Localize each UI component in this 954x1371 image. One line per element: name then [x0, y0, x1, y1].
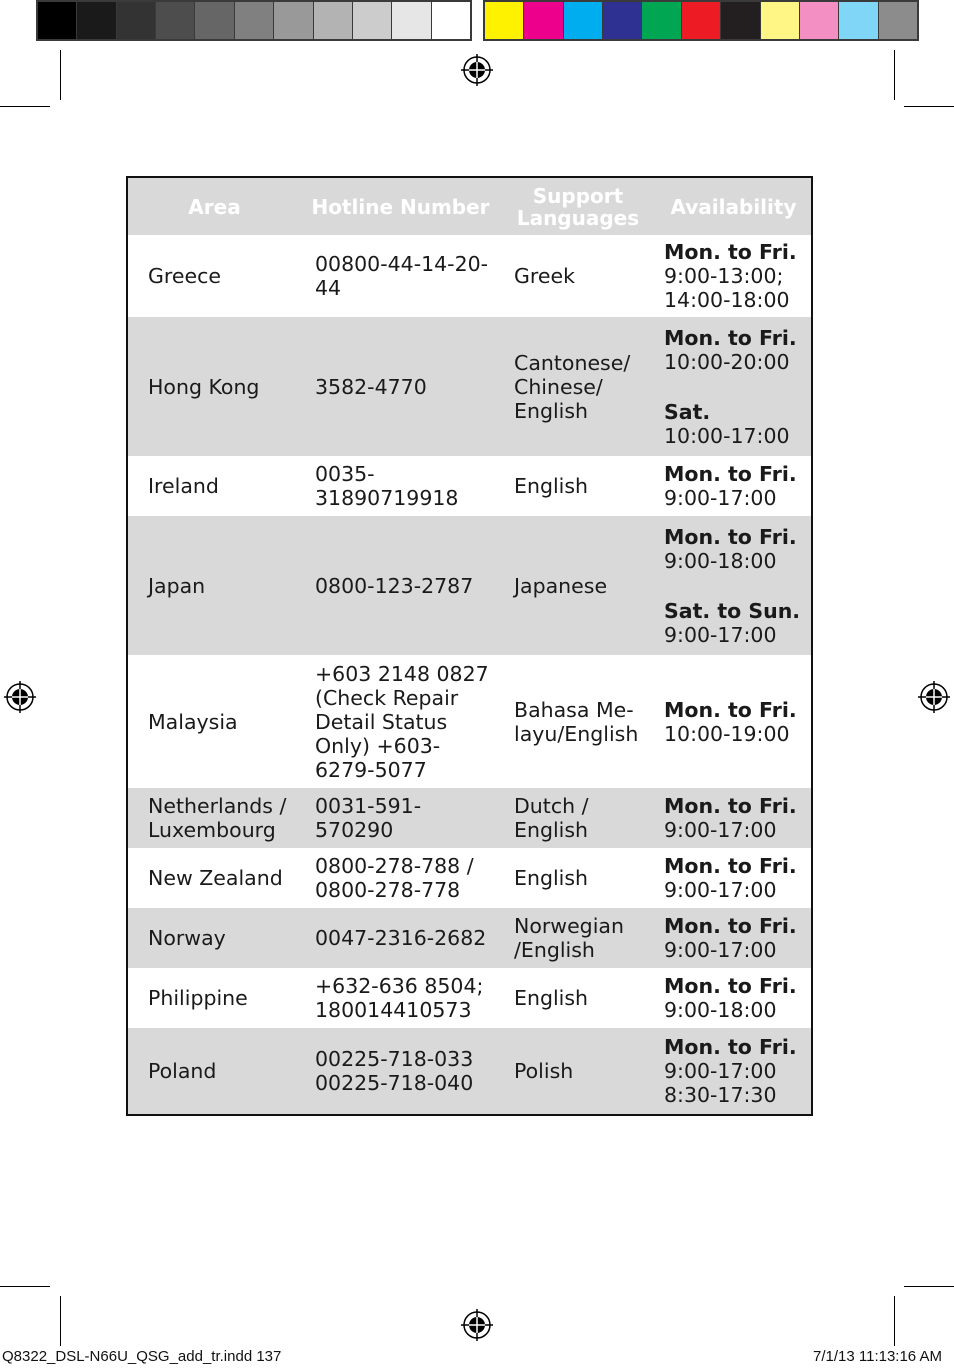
availability-days: Mon. to Fri.: [664, 325, 797, 350]
header-support-languages: Support Languages: [500, 178, 656, 235]
languages-cell: Greek: [514, 264, 575, 288]
languages-cell: Norwegian /English: [500, 908, 656, 968]
area-cell: Hong Kong: [128, 317, 301, 456]
availability-cell: [656, 235, 811, 317]
table-row: [128, 788, 811, 848]
availability-times: 9:00-17:00: [664, 818, 777, 842]
hotline-cell: 0047-2316-2682: [301, 908, 500, 968]
availability-times: 9:00-18:00: [664, 998, 777, 1022]
crop-mark: [0, 1286, 50, 1287]
color-swatch: [800, 2, 839, 39]
color-swatch: [77, 2, 116, 39]
color-swatch: [235, 2, 274, 39]
availability-cell: [656, 516, 811, 655]
table-row: [128, 655, 811, 788]
slot-gap: [664, 573, 807, 599]
availability-days: Mon. to Fri.: [664, 1035, 797, 1059]
availability-days: Sat.: [664, 399, 711, 424]
hotline-cell: 00225-718-033 00225-718-040: [301, 1028, 500, 1114]
availability-cell: [656, 968, 811, 1028]
table-row: [128, 317, 811, 456]
support-hotline-table: [126, 176, 813, 1116]
crop-mark: [0, 106, 50, 107]
availability-times: 9:00-13:00; 14:00-18:00: [664, 264, 790, 312]
table-header-row: [128, 178, 811, 235]
registration-mark-icon: [4, 681, 36, 713]
registration-mark-icon: [461, 54, 493, 86]
availability-cell: [656, 848, 811, 908]
color-swatch: [353, 2, 392, 39]
languages-cell: Japanese: [500, 516, 656, 655]
availability-days: Mon. to Fri.: [664, 914, 797, 938]
availability-times: 10:00-17:00: [664, 423, 790, 448]
color-swatch: [274, 2, 313, 39]
table-row: [128, 848, 811, 908]
availability-times: 9:00-17:00: [664, 938, 777, 962]
availability-times: 9:00-17:00: [664, 486, 777, 510]
table-row: [128, 456, 811, 516]
area-cell: Philippine: [148, 986, 248, 1010]
color-swatch: [392, 2, 431, 39]
hotline-cell: 3582-4770: [301, 317, 500, 456]
area-cell: Japan: [128, 516, 301, 655]
slot-gap: [664, 374, 807, 400]
availability-cell: [656, 317, 811, 456]
color-swatch: [314, 2, 353, 39]
header-hotline-number: Hotline Number: [301, 178, 500, 235]
color-swatch: [761, 2, 800, 39]
area-cell: New Zealand: [148, 866, 283, 890]
availability-days: Mon. to Fri.: [664, 524, 797, 549]
languages-cell: English: [514, 474, 589, 498]
process-color-bar: [483, 0, 919, 41]
hotline-cell: 0800-278-788 / 0800-278-778: [315, 854, 474, 902]
hotline-cell: 0035-31890719918: [315, 462, 459, 510]
hotline-cell: 0031-591-570290: [301, 788, 500, 848]
availability-cell: [656, 456, 811, 516]
languages-cell: Cantonese/ Chinese/ English: [500, 317, 656, 456]
color-swatch: [156, 2, 195, 39]
availability-cell: [656, 788, 811, 848]
area-cell: Norway: [128, 908, 301, 968]
availability-days: Mon. to Fri.: [664, 697, 797, 722]
color-swatch: [38, 2, 77, 39]
availability-days: Mon. to Fri.: [664, 974, 797, 998]
availability-cell: [656, 1028, 811, 1114]
footer-timestamp: 7/1/13 11:13:16 AM: [813, 1348, 942, 1365]
availability-times: 9:00-18:00: [664, 548, 777, 573]
color-swatch: [564, 2, 603, 39]
availability-days: Mon. to Fri.: [664, 462, 797, 486]
availability-times: 9:00-17:00: [664, 878, 777, 902]
hotline-cell: 00800-44-14-20-44: [315, 252, 489, 300]
languages-cell: English: [514, 866, 589, 890]
color-swatch: [682, 2, 721, 39]
hotline-cell: +632-636 8504; 180014410573: [315, 974, 484, 1022]
availability-times: 9:00-17:00: [664, 622, 777, 647]
header-area: Area: [128, 178, 301, 235]
availability-days: Mon. to Fri.: [664, 854, 797, 878]
crop-mark: [904, 1286, 954, 1287]
grayscale-color-bar: [36, 0, 472, 41]
crop-mark: [60, 50, 61, 100]
table-row: [128, 516, 811, 655]
color-swatch: [117, 2, 156, 39]
hotline-cell: +603 2148 0827 (Check Repair Detail Status Only) +603-6279-5077: [315, 661, 489, 782]
registration-mark-icon: [461, 1309, 493, 1341]
languages-cell: Bahasa Me-layu/English: [514, 697, 639, 746]
availability-days: Mon. to Fri.: [664, 240, 797, 264]
table-row: [128, 908, 811, 968]
availability-days: Sat. to Sun.: [664, 598, 801, 623]
table-row: [128, 1028, 811, 1114]
crop-mark: [894, 50, 895, 100]
header-availability: Availability: [656, 178, 811, 235]
availability-times: 9:00-17:00 8:30-17:30: [664, 1059, 777, 1107]
color-swatch: [642, 2, 681, 39]
languages-cell: Polish: [500, 1028, 656, 1114]
area-cell: Ireland: [148, 474, 219, 498]
color-swatch: [524, 2, 563, 39]
color-swatch: [839, 2, 878, 39]
availability-days: Mon. to Fri.: [664, 794, 797, 818]
area-cell: Malaysia: [148, 709, 238, 734]
crop-mark: [894, 1296, 895, 1346]
area-cell: Netherlands / Luxembourg: [128, 788, 301, 848]
color-swatch: [721, 2, 760, 39]
availability-cell: [656, 655, 811, 788]
area-cell: Poland: [128, 1028, 301, 1114]
footer-file-info: Q8322_DSL-N66U_QSG_add_tr.indd 137: [2, 1348, 282, 1365]
table-row: [128, 968, 811, 1028]
color-swatch: [432, 2, 470, 39]
languages-cell: English: [514, 986, 589, 1010]
registration-mark-icon: [918, 681, 950, 713]
table-row: [128, 235, 811, 317]
availability-times: 10:00-19:00: [664, 721, 790, 746]
area-cell: Greece: [148, 264, 221, 288]
color-swatch: [485, 2, 524, 39]
languages-cell: Dutch / English: [500, 788, 656, 848]
crop-mark: [60, 1296, 61, 1346]
color-swatch: [195, 2, 234, 39]
availability-times: 10:00-20:00: [664, 349, 790, 374]
hotline-cell: 0800-123-2787: [301, 516, 500, 655]
color-swatch: [603, 2, 642, 39]
crop-mark: [904, 106, 954, 107]
availability-cell: [656, 908, 811, 968]
color-swatch: [879, 2, 917, 39]
